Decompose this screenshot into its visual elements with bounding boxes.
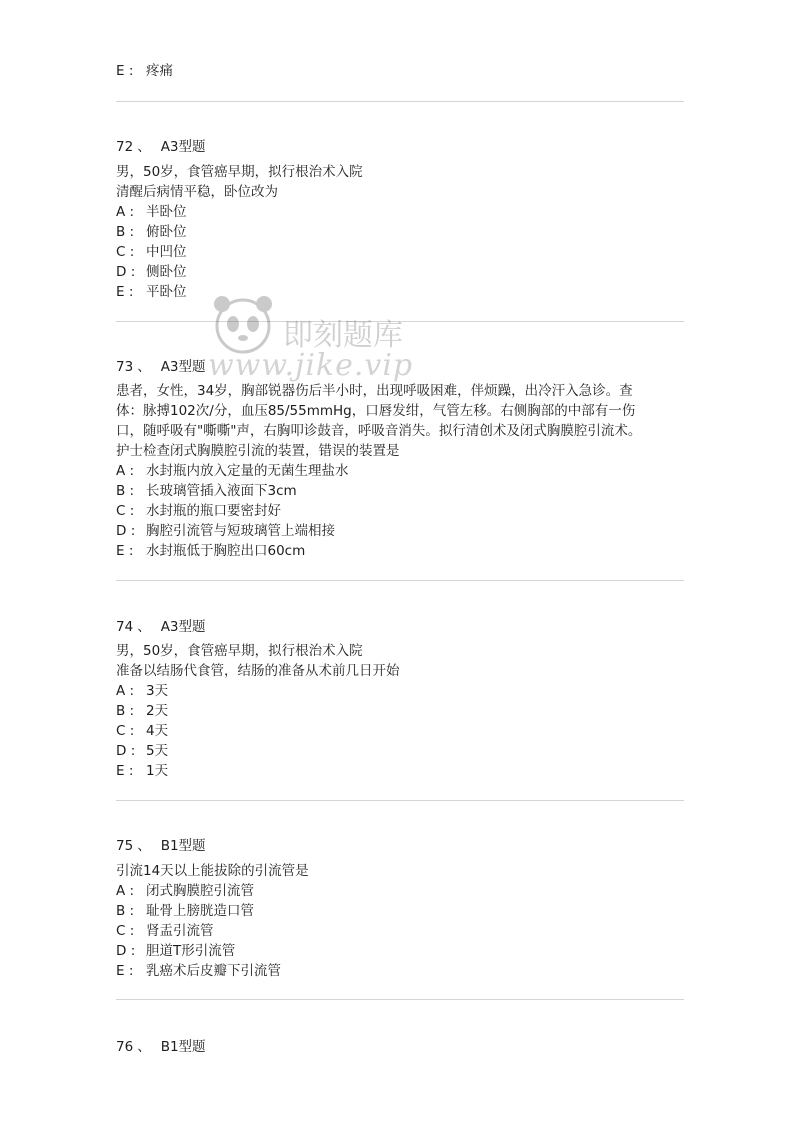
- watermark-url: www.jike.vip: [208, 348, 414, 383]
- option-line: [116, 721, 168, 741]
- option-text: 胆道T形引流管: [146, 943, 236, 959]
- option-letter: B :: [116, 903, 135, 919]
- option-letter: A :: [116, 683, 135, 699]
- option-line: [116, 921, 214, 941]
- question-number: 73: [116, 359, 134, 375]
- option-text: 闭式胸膜腔引流管: [146, 883, 254, 899]
- option-line: [116, 481, 297, 501]
- option-text: 3天: [146, 683, 169, 699]
- option-letter: A :: [116, 463, 135, 479]
- option-line: [116, 701, 168, 721]
- option-line: [116, 881, 254, 901]
- question-stem: 护士检查闭式胸膜腔引流的装置，错误的装置是: [116, 443, 400, 459]
- option-letter: D :: [116, 523, 136, 539]
- question-type: B1型题: [160, 1039, 206, 1055]
- option-line: [116, 541, 305, 561]
- watermark-brand: 即刻题库: [283, 318, 403, 353]
- option-text: 中凹位: [146, 244, 187, 260]
- divider: [116, 800, 684, 801]
- divider: [116, 321, 684, 322]
- question-header: 72 、 A3型题: [116, 139, 206, 155]
- option-line: [116, 202, 187, 222]
- option-text: 半卧位: [146, 204, 187, 220]
- option-letter: C :: [116, 923, 135, 939]
- question-type: A3型题: [160, 359, 206, 375]
- option-letter: C :: [116, 503, 135, 519]
- option-line: [116, 282, 187, 302]
- option-letter: A :: [116, 883, 135, 899]
- question-number: 74: [116, 619, 134, 635]
- option-text: 肾盂引流管: [146, 923, 214, 939]
- option-line: [116, 501, 281, 521]
- question-header: 74 、 A3型题: [116, 619, 206, 635]
- question-header: 76 、 B1型题: [116, 1039, 206, 1055]
- question-stem: 引流14天以上能拔除的引流管是: [116, 863, 309, 879]
- option-letter: D :: [116, 743, 136, 759]
- option-letter: E :: [116, 284, 134, 300]
- question-stem: 口，随呼吸有"嘶嘶"声，右胸叩诊鼓音，呼吸音消失。拟行清创术及闭式胸膜腔引流术。: [116, 423, 642, 439]
- option-letter: D :: [116, 943, 136, 959]
- option-line: [116, 262, 187, 282]
- question-type: B1型题: [160, 838, 206, 854]
- option-text: 水封瓶低于胸腔出口60cm: [146, 543, 306, 559]
- option-line: [116, 61, 173, 81]
- question-stem: 患者，女性，34岁，胸部锐器伤后半小时，出现呼吸困难，伴烦躁，出冷汗入急诊。查: [116, 383, 633, 399]
- option-letter: B :: [116, 483, 135, 499]
- question-stem: 清醒后病情平稳，卧位改为: [116, 184, 278, 200]
- option-letter: C :: [116, 723, 135, 739]
- option-text: 平卧位: [146, 284, 187, 300]
- option-text: 4天: [146, 723, 169, 739]
- question-stem: 男，50岁，食管癌早期，拟行根治术入院: [116, 164, 363, 180]
- option-line: [116, 741, 168, 761]
- option-line: [116, 941, 235, 961]
- question-type: A3型题: [160, 619, 206, 635]
- option-letter: B :: [116, 703, 135, 719]
- option-text: 水封瓶的瓶口要密封好: [146, 503, 281, 519]
- option-text: 胸腔引流管与短玻璃管上端相接: [146, 523, 335, 539]
- option-letter: A :: [116, 204, 135, 220]
- watermark: [208, 286, 438, 396]
- option-text: 疼痛: [146, 63, 173, 79]
- option-letter: E :: [116, 763, 134, 779]
- option-letter: E :: [116, 543, 134, 559]
- option-letter: D :: [116, 264, 136, 280]
- option-text: 5天: [146, 743, 169, 759]
- option-text: 耻骨上膀胱造口管: [146, 903, 254, 919]
- option-text: 俯卧位: [146, 224, 187, 240]
- option-line: [116, 761, 168, 781]
- option-letter: E :: [116, 963, 134, 979]
- question-number: 75: [116, 838, 134, 854]
- question-stem: 准备以结肠代食管，结肠的准备从术前几日开始: [116, 663, 400, 679]
- divider: [116, 101, 684, 102]
- divider: [116, 999, 684, 1000]
- question-stem: 体：脉搏102次/分，血压85/55mmHg，口唇发绀，气管左移。右侧胸部的中部有一伤: [116, 403, 636, 419]
- option-line: [116, 242, 187, 262]
- option-text: 侧卧位: [146, 264, 187, 280]
- option-line: [116, 901, 254, 921]
- question-type: A3型题: [160, 139, 206, 155]
- option-letter: E :: [116, 63, 134, 79]
- option-line: [116, 681, 168, 701]
- question-header: 75 、 B1型题: [116, 838, 206, 854]
- option-text: 长玻璃管插入液面下3cm: [146, 483, 297, 499]
- option-text: 1天: [146, 763, 169, 779]
- question-number: 76: [116, 1039, 134, 1055]
- question-stem: 男，50岁，食管癌早期，拟行根治术入院: [116, 643, 363, 659]
- question-number: 72: [116, 139, 134, 155]
- option-letter: C :: [116, 244, 135, 260]
- option-line: [116, 961, 281, 981]
- panda-logo-icon: [208, 290, 278, 360]
- option-line: [116, 222, 187, 242]
- question-header: 73 、 A3型题: [116, 359, 206, 375]
- option-text: 水封瓶内放入定量的无菌生理盐水: [146, 463, 349, 479]
- divider: [116, 580, 684, 581]
- option-line: [116, 521, 335, 541]
- option-text: 乳癌术后皮瓣下引流管: [146, 963, 281, 979]
- option-text: 2天: [146, 703, 169, 719]
- option-line: [116, 461, 349, 481]
- option-letter: B :: [116, 224, 135, 240]
